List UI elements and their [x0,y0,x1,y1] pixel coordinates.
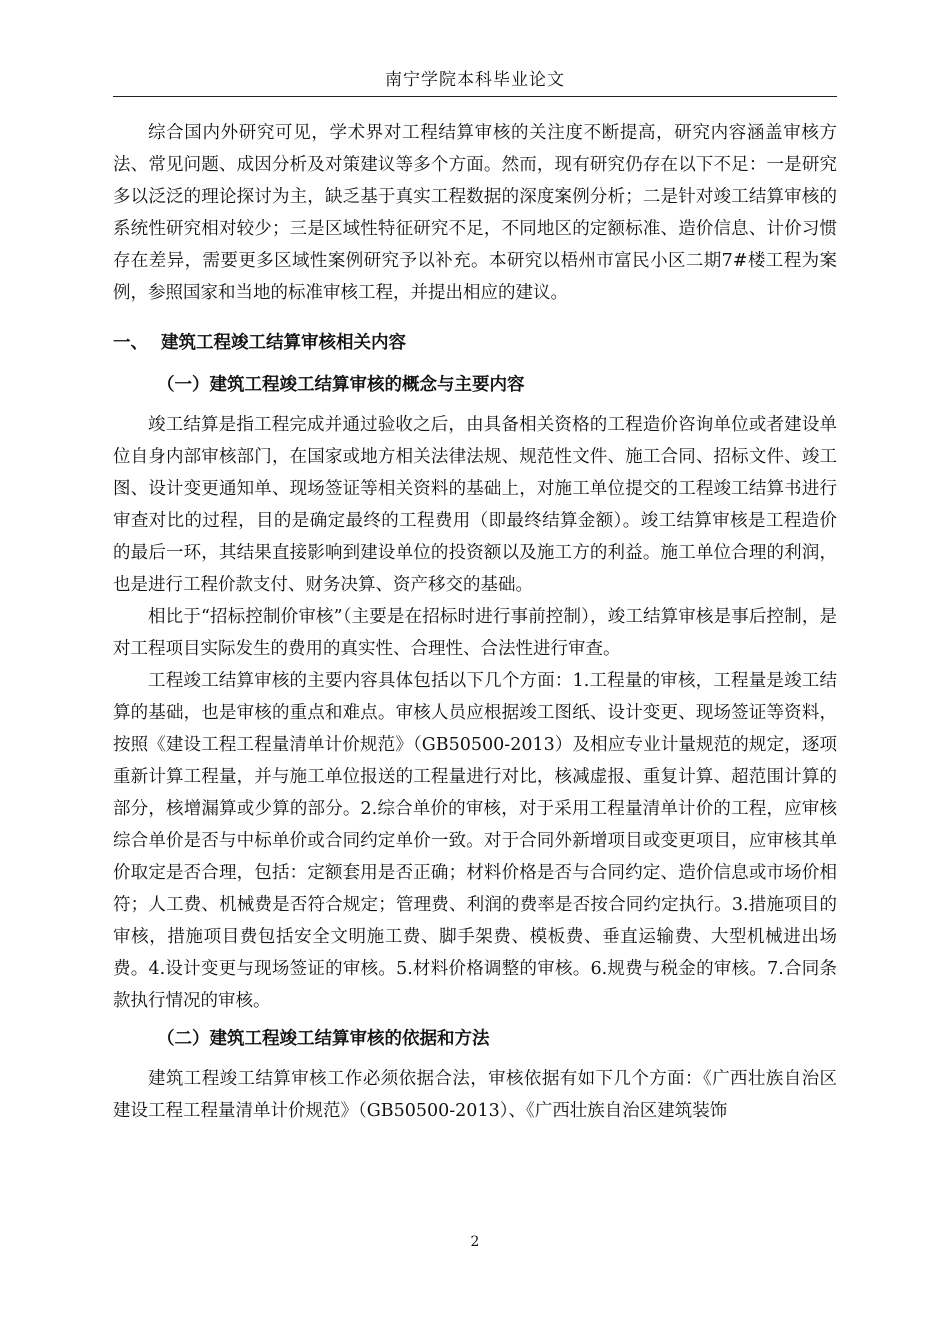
paragraph-main-contents: 工程竣工结算审核的主要内容具体包括以下几个方面：1.工程量的审核，工程量是竣工结算的基础，也是审核的重点和难点。审核人员应根据竣工图纸、设计变更、现场签证等资料，按照《建设工程工程量清单计价规范》（GB50500-2013）及相应专业计量规范的规定，逐项重新计算工程量，并与施工单位报送的工程量进行对比，核减虚报、重复计算、超范围计算的部分，核增漏算或少算的部分。2.综合单价的审核，对于采用工程量清单计价的工程，应审核综合单价是否与中标单价或合同约定单价一致。对于合同外新增项目或变更项目，应审核其单价取定是否合理，包括：定额套用是否正确；材料价格是否与合同约定、造价信息或市场价相符；人工费、机械费是否符合规定；管理费、利润的费率是否按合同约定执行。3.措施项目的审核，措施项目费包括安全文明施工费、脚手架费、模板费、垂直运输费、大型机械进出场费。4.设计变更与现场签证的审核。5.材料价格调整的审核。6.规费与税金的审核。7.合同条款执行情况的审核。 [113,671,837,1011]
subsection-heading-2: （二）建筑工程竣工结算审核的依据和方法 [157,1029,490,1049]
paragraph-research-summary: 综合国内外研究可见，学术界对工程结算审核的关注度不断提高，研究内容涵盖审核方法、常见问题、成因分析及对策建议等多个方面。然而，现有研究仍存在以下不足：一是研究多以泛泛的理论探讨为主，缺乏基于真实工程数据的深度案例分析；二是针对竣工结算审核的系统性研究相对较少；三是区域性特征研究不足，不同地区的定额标准、造价信息、计价习惯存在差异，需要更多区域性案例研究予以补充。本研究以梧州市富民小区二期7#楼工程为案例，参照国家和当地的标准审核工程，并提出相应的建议。 [113,123,837,303]
section-number: 一、 [113,333,148,353]
paragraph-comparison: 相比于“招标控制价审核”（主要是在招标时进行事前控制），竣工结算审核是事后控制，是对工程项目实际发生的费用的真实性、合理性、合法性进行审查。 [113,607,837,659]
subsection-heading-1: （一）建筑工程竣工结算审核的概念与主要内容 [157,375,525,395]
page-body [113,117,837,1127]
page-number: 2 [470,1234,480,1250]
running-header: 南宁学院本科毕业论文 [385,70,565,90]
section-title: 建筑工程竣工结算审核相关内容 [161,333,406,353]
header-rule [113,96,837,97]
paragraph-settlement-definition: 竣工结算是指工程完成并通过验收之后，由具备相关资格的工程造价咨询单位或者建设单位自身内部审核部门，在国家或地方相关法律法规、规范性文件、施工合同、招标文件、竣工图、设计变更通知单、现场签证等相关资料的基础上，对施工单位提交的工程竣工结算书进行审查对比的过程，目的是确定最终的工程费用（即最终结算金额）。竣工结算审核是工程造价的最后一环，其结果直接影响到建设单位的投资额以及施工方的利益。施工单位合理的利润，也是进行工程价款支付、财务决算、资产移交的基础。 [113,415,837,595]
paragraph-basis: 建筑工程竣工结算审核工作必须依据合法，审核依据有如下几个方面：《广西壮族自治区建设工程工程量清单计价规范》（GB50500-2013）、《广西壮族自治区建筑装饰 [113,1069,837,1121]
section-heading-1 [113,327,837,359]
